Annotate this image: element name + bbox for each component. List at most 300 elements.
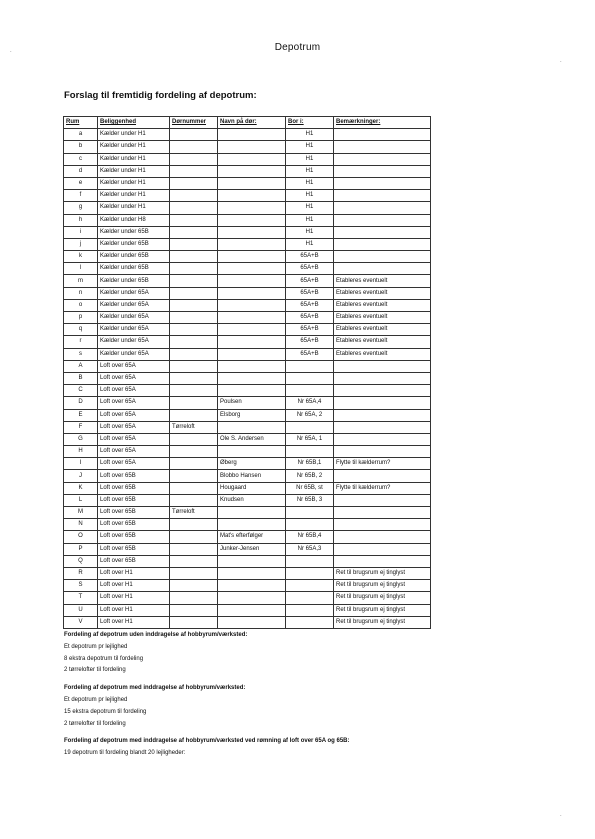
cell-navn: Elsborg <box>218 409 286 421</box>
cell-navn <box>218 446 286 458</box>
cell-navn: Øberg <box>218 458 286 470</box>
cell-beliggenhed: Loft over H1 <box>98 567 170 579</box>
cell-bor: H1 <box>286 214 334 226</box>
table-row <box>64 190 431 202</box>
cell-bemaerkninger: Etableres eventuelt <box>334 299 431 311</box>
cell-beliggenhed: Kælder under 65A <box>98 324 170 336</box>
cell-doernummer <box>170 360 218 372</box>
cell-bemaerkninger: Ret til brugsrum ej tinglyst <box>334 592 431 604</box>
cell-rum: m <box>64 275 98 287</box>
cell-doernummer <box>170 604 218 616</box>
note-line: Et depotrum pr lejlighed <box>64 643 128 650</box>
cell-doernummer <box>170 543 218 555</box>
cell-navn <box>218 385 286 397</box>
cell-doernummer <box>170 372 218 384</box>
cell-navn <box>218 360 286 372</box>
scan-mark: . <box>560 812 562 818</box>
cell-rum: O <box>64 531 98 543</box>
cell-bor: 65A+B <box>286 275 334 287</box>
cell-rum: A <box>64 360 98 372</box>
cell-doernummer: Tørreloft <box>170 421 218 433</box>
cell-doernummer <box>170 238 218 250</box>
cell-beliggenhed: Loft over 65A <box>98 372 170 384</box>
cell-rum: c <box>64 153 98 165</box>
cell-navn <box>218 592 286 604</box>
cell-bor: 65A+B <box>286 251 334 263</box>
cell-bor <box>286 385 334 397</box>
cell-doernummer <box>170 397 218 409</box>
cell-navn <box>218 214 286 226</box>
cell-beliggenhed: Loft over H1 <box>98 616 170 628</box>
cell-bemaerkninger: Etableres eventuelt <box>334 275 431 287</box>
note-section <box>64 683 534 730</box>
cell-bor: H1 <box>286 177 334 189</box>
cell-bemaerkninger <box>334 177 431 189</box>
table-row <box>64 153 431 165</box>
cell-beliggenhed: Loft over H1 <box>98 592 170 604</box>
cell-beliggenhed: Loft over 65B <box>98 519 170 531</box>
cell-navn <box>218 507 286 519</box>
cell-doernummer <box>170 141 218 153</box>
cell-rum: S <box>64 580 98 592</box>
table-row <box>64 507 431 519</box>
cell-navn <box>218 555 286 567</box>
cell-rum: f <box>64 190 98 202</box>
cell-navn <box>218 616 286 628</box>
table-row <box>64 470 431 482</box>
cell-bor <box>286 360 334 372</box>
cell-bor: 65A+B <box>286 348 334 360</box>
cell-rum: E <box>64 409 98 421</box>
cell-bemaerkninger <box>334 543 431 555</box>
cell-bemaerkninger <box>334 531 431 543</box>
cell-bor: H1 <box>286 238 334 250</box>
table-row <box>64 519 431 531</box>
cell-rum: e <box>64 177 98 189</box>
cell-bor: Nr 65B, st <box>286 482 334 494</box>
cell-doernummer <box>170 592 218 604</box>
cell-bor: H1 <box>286 190 334 202</box>
cell-bemaerkninger <box>334 470 431 482</box>
note-line: 2 tørrelofter til fordeling <box>64 720 126 727</box>
cell-doernummer <box>170 299 218 311</box>
table-row <box>64 543 431 555</box>
cell-bemaerkninger <box>334 202 431 214</box>
cell-rum: o <box>64 299 98 311</box>
cell-rum: C <box>64 385 98 397</box>
cell-navn <box>218 372 286 384</box>
cell-doernummer <box>170 458 218 470</box>
table-row <box>64 360 431 372</box>
table-row <box>64 385 431 397</box>
table-row <box>64 287 431 299</box>
cell-rum: g <box>64 202 98 214</box>
cell-rum: V <box>64 616 98 628</box>
cell-rum: R <box>64 567 98 579</box>
table-row <box>64 482 431 494</box>
cell-doernummer <box>170 324 218 336</box>
table-row <box>64 616 431 628</box>
cell-doernummer <box>170 446 218 458</box>
cell-bemaerkninger <box>334 263 431 275</box>
cell-navn: Hougaard <box>218 482 286 494</box>
cell-beliggenhed: Loft over 65A <box>98 421 170 433</box>
table-header-row <box>64 117 431 129</box>
cell-doernummer <box>170 165 218 177</box>
scan-mark: . <box>560 58 562 64</box>
cell-bor: Nr 65B,1 <box>286 458 334 470</box>
table-row <box>64 397 431 409</box>
table-body <box>64 129 431 629</box>
cell-bor: Nr 65A, 2 <box>286 409 334 421</box>
cell-doernummer <box>170 190 218 202</box>
cell-beliggenhed: Kælder under H1 <box>98 153 170 165</box>
cell-bemaerkninger <box>334 397 431 409</box>
cell-bemaerkninger <box>334 129 431 141</box>
cell-bemaerkninger: Flytte til kælderrum? <box>334 482 431 494</box>
cell-doernummer <box>170 129 218 141</box>
cell-navn <box>218 129 286 141</box>
cell-rum: T <box>64 592 98 604</box>
cell-beliggenhed: Kælder under H8 <box>98 214 170 226</box>
cell-bor <box>286 580 334 592</box>
cell-navn <box>218 177 286 189</box>
cell-doernummer <box>170 409 218 421</box>
cell-bor: Nr 65B, 3 <box>286 494 334 506</box>
cell-bemaerkninger <box>334 360 431 372</box>
table-row <box>64 555 431 567</box>
cell-bemaerkninger <box>334 153 431 165</box>
cell-navn <box>218 263 286 275</box>
cell-rum: n <box>64 287 98 299</box>
cell-beliggenhed: Kælder under 65B <box>98 238 170 250</box>
cell-bemaerkninger: Etableres eventuelt <box>334 336 431 348</box>
cell-navn <box>218 312 286 324</box>
table-row <box>64 312 431 324</box>
cell-doernummer <box>170 482 218 494</box>
cell-beliggenhed: Loft over 65B <box>98 555 170 567</box>
cell-navn <box>218 190 286 202</box>
note-title: Fordeling af depotrum med inddragelse af hobbyrum/værksted ved rømning af loft over 65A og 65B: <box>64 738 350 745</box>
cell-rum: d <box>64 165 98 177</box>
cell-doernummer <box>170 616 218 628</box>
note-section <box>64 736 534 760</box>
cell-bor <box>286 592 334 604</box>
cell-navn: Poulsen <box>218 397 286 409</box>
cell-beliggenhed: Kælder under 65A <box>98 287 170 299</box>
cell-doernummer <box>170 470 218 482</box>
cell-navn <box>218 226 286 238</box>
section-heading: Forslag til fremtidig fordeling af depotrum: <box>64 90 257 101</box>
cell-beliggenhed: Loft over 65A <box>98 385 170 397</box>
cell-rum: r <box>64 336 98 348</box>
cell-beliggenhed: Loft over 65A <box>98 397 170 409</box>
cell-beliggenhed: Kælder under 65B <box>98 226 170 238</box>
cell-beliggenhed: Kælder under 65B <box>98 263 170 275</box>
cell-bemaerkninger <box>334 226 431 238</box>
cell-bemaerkninger: Etableres eventuelt <box>334 287 431 299</box>
table-row <box>64 129 431 141</box>
cell-bemaerkninger <box>334 446 431 458</box>
cell-bor: 65A+B <box>286 287 334 299</box>
cell-rum: p <box>64 312 98 324</box>
column-header-bor: Bor i: <box>286 117 334 129</box>
cell-beliggenhed: Loft over H1 <box>98 580 170 592</box>
cell-doernummer <box>170 580 218 592</box>
cell-beliggenhed: Kælder under 65A <box>98 312 170 324</box>
cell-bemaerkninger: Etableres eventuelt <box>334 348 431 360</box>
cell-bemaerkninger <box>334 214 431 226</box>
cell-beliggenhed: Kælder under 65B <box>98 275 170 287</box>
page-title: Depotrum <box>274 42 321 53</box>
table-row <box>64 238 431 250</box>
cell-bemaerkninger: Ret til brugsrum ej tinglyst <box>334 580 431 592</box>
table-row <box>64 275 431 287</box>
cell-navn <box>218 604 286 616</box>
cell-bor: 65A+B <box>286 336 334 348</box>
cell-beliggenhed: Kælder under H1 <box>98 177 170 189</box>
table-row <box>64 263 431 275</box>
notes <box>64 630 534 766</box>
table-row <box>64 177 431 189</box>
cell-bor: H1 <box>286 226 334 238</box>
cell-bemaerkninger: Ret til brugsrum ej tinglyst <box>334 567 431 579</box>
cell-rum: H <box>64 446 98 458</box>
note-line: 15 ekstra depotrum til fordeling <box>64 708 147 715</box>
cell-doernummer <box>170 567 218 579</box>
table-row <box>64 251 431 263</box>
cell-bemaerkninger <box>334 421 431 433</box>
cell-bemaerkninger <box>334 165 431 177</box>
cell-bor: Nr 65A, 1 <box>286 433 334 445</box>
cell-beliggenhed: Kælder under 65A <box>98 348 170 360</box>
column-header-navn: Navn på dør: <box>218 117 286 129</box>
cell-bor: 65A+B <box>286 263 334 275</box>
cell-beliggenhed: Loft over H1 <box>98 604 170 616</box>
table-row <box>64 421 431 433</box>
cell-doernummer <box>170 287 218 299</box>
column-header-beliggenhed: Beliggenhed <box>98 117 170 129</box>
cell-bemaerkninger <box>334 519 431 531</box>
table-row <box>64 299 431 311</box>
table-row <box>64 165 431 177</box>
cell-doernummer <box>170 494 218 506</box>
cell-beliggenhed: Kælder under 65A <box>98 336 170 348</box>
cell-bemaerkninger <box>334 238 431 250</box>
cell-beliggenhed: Loft over 65B <box>98 470 170 482</box>
cell-beliggenhed: Loft over 65A <box>98 433 170 445</box>
cell-beliggenhed: Loft over 65B <box>98 507 170 519</box>
cell-bemaerkninger <box>334 409 431 421</box>
cell-bor <box>286 555 334 567</box>
column-header-bemaerkninger: Bemærkninger: <box>334 117 431 129</box>
table-row <box>64 348 431 360</box>
table-row <box>64 531 431 543</box>
cell-bor: Nr 65B,4 <box>286 531 334 543</box>
cell-rum: K <box>64 482 98 494</box>
table-row <box>64 592 431 604</box>
cell-beliggenhed: Loft over 65B <box>98 494 170 506</box>
cell-doernummer <box>170 251 218 263</box>
cell-bor: H1 <box>286 141 334 153</box>
cell-bor: H1 <box>286 165 334 177</box>
cell-bor: H1 <box>286 153 334 165</box>
cell-navn <box>218 141 286 153</box>
cell-beliggenhed: Loft over 65B <box>98 531 170 543</box>
cell-doernummer <box>170 263 218 275</box>
note-line: 19 depotrum til fordeling blandt 20 lejligheder: <box>64 750 186 757</box>
cell-doernummer <box>170 336 218 348</box>
cell-bor: Nr 65A,4 <box>286 397 334 409</box>
cell-bemaerkninger <box>334 433 431 445</box>
cell-navn <box>218 324 286 336</box>
cell-navn <box>218 421 286 433</box>
cell-rum: b <box>64 141 98 153</box>
cell-bor: 65A+B <box>286 299 334 311</box>
cell-navn <box>218 567 286 579</box>
table-row <box>64 604 431 616</box>
cell-rum: L <box>64 494 98 506</box>
cell-beliggenhed: Loft over 65A <box>98 360 170 372</box>
cell-doernummer <box>170 177 218 189</box>
cell-navn <box>218 165 286 177</box>
cell-rum: F <box>64 421 98 433</box>
cell-navn <box>218 348 286 360</box>
table-row <box>64 141 431 153</box>
cell-rum: U <box>64 604 98 616</box>
table-row <box>64 567 431 579</box>
note-line: 2 tørrelofter til fordeling <box>64 667 126 674</box>
cell-bemaerkninger: Ret til brugsrum ej tinglyst <box>334 616 431 628</box>
cell-bemaerkninger: Flytte til kælderrum? <box>334 458 431 470</box>
cell-bemaerkninger <box>334 385 431 397</box>
cell-rum: B <box>64 372 98 384</box>
table-row <box>64 580 431 592</box>
table-row <box>64 324 431 336</box>
cell-bemaerkninger: Ret til brugsrum ej tinglyst <box>334 604 431 616</box>
table-row <box>64 409 431 421</box>
table-row <box>64 214 431 226</box>
cell-navn <box>218 287 286 299</box>
scan-mark: . <box>10 48 12 54</box>
cell-doernummer <box>170 348 218 360</box>
cell-beliggenhed: Kælder under H1 <box>98 129 170 141</box>
cell-rum: D <box>64 397 98 409</box>
cell-bemaerkninger: Etableres eventuelt <box>334 312 431 324</box>
cell-navn: Junker-Jensen <box>218 543 286 555</box>
cell-rum: N <box>64 519 98 531</box>
cell-navn: Ole S. Andersen <box>218 433 286 445</box>
cell-navn: Blobbo Hansen <box>218 470 286 482</box>
cell-navn <box>218 336 286 348</box>
cell-rum: a <box>64 129 98 141</box>
cell-doernummer <box>170 214 218 226</box>
table-row <box>64 202 431 214</box>
cell-bor: H1 <box>286 129 334 141</box>
cell-beliggenhed: Loft over 65B <box>98 543 170 555</box>
note-title: Fordeling af depotrum uden inddragelse af hobbyrum/værksted: <box>64 632 248 638</box>
cell-doernummer <box>170 531 218 543</box>
cell-doernummer <box>170 385 218 397</box>
cell-bor <box>286 519 334 531</box>
cell-navn <box>218 153 286 165</box>
cell-bemaerkninger <box>334 141 431 153</box>
cell-doernummer <box>170 555 218 567</box>
cell-bor <box>286 616 334 628</box>
cell-beliggenhed: Loft over 65A <box>98 458 170 470</box>
cell-doernummer: Tørreloft <box>170 507 218 519</box>
cell-rum: j <box>64 238 98 250</box>
cell-doernummer <box>170 519 218 531</box>
cell-bor: 65A+B <box>286 324 334 336</box>
cell-navn <box>218 580 286 592</box>
table-row <box>64 433 431 445</box>
cell-bemaerkninger <box>334 555 431 567</box>
cell-navn <box>218 519 286 531</box>
cell-bor <box>286 372 334 384</box>
column-header-rum: Rum <box>64 117 98 129</box>
cell-bemaerkninger <box>334 372 431 384</box>
cell-bor: 65A+B <box>286 312 334 324</box>
cell-beliggenhed: Kælder under 65A <box>98 299 170 311</box>
table-row <box>64 336 431 348</box>
depot-table <box>63 116 431 629</box>
cell-beliggenhed: Kælder under H1 <box>98 202 170 214</box>
table-row <box>64 446 431 458</box>
cell-bemaerkninger <box>334 494 431 506</box>
cell-bor <box>286 567 334 579</box>
cell-bemaerkninger <box>334 251 431 263</box>
table-row <box>64 494 431 506</box>
cell-rum: P <box>64 543 98 555</box>
cell-beliggenhed: Kælder under 65B <box>98 251 170 263</box>
note-line: 8 ekstra depotrum til fordeling <box>64 655 144 662</box>
cell-beliggenhed: Kælder under H1 <box>98 141 170 153</box>
table-row <box>64 372 431 384</box>
cell-beliggenhed: Loft over 65B <box>98 482 170 494</box>
cell-navn <box>218 275 286 287</box>
cell-navn: Knudsen <box>218 494 286 506</box>
cell-bor: H1 <box>286 202 334 214</box>
note-title: Fordeling af depotrum med inddragelse af hobbyrum/værksted: <box>64 685 246 692</box>
cell-bemaerkninger: Etableres eventuelt <box>334 324 431 336</box>
cell-doernummer <box>170 433 218 445</box>
cell-beliggenhed: Loft over 65A <box>98 446 170 458</box>
cell-rum: I <box>64 458 98 470</box>
cell-navn <box>218 238 286 250</box>
cell-beliggenhed: Kælder under H1 <box>98 190 170 202</box>
cell-bor: Nr 65B, 2 <box>286 470 334 482</box>
cell-rum: J <box>64 470 98 482</box>
cell-doernummer <box>170 312 218 324</box>
cell-rum: s <box>64 348 98 360</box>
cell-rum: M <box>64 507 98 519</box>
cell-beliggenhed: Loft over 65A <box>98 409 170 421</box>
note-line: Et depotrum pr lejlighed <box>64 696 128 703</box>
note-section <box>64 630 534 677</box>
cell-beliggenhed: Kælder under H1 <box>98 165 170 177</box>
cell-rum: k <box>64 251 98 263</box>
cell-doernummer <box>170 202 218 214</box>
cell-bor <box>286 446 334 458</box>
cell-navn <box>218 202 286 214</box>
cell-rum: h <box>64 214 98 226</box>
table-row <box>64 458 431 470</box>
cell-bor <box>286 604 334 616</box>
cell-navn <box>218 251 286 263</box>
cell-doernummer <box>170 275 218 287</box>
cell-rum: i <box>64 226 98 238</box>
